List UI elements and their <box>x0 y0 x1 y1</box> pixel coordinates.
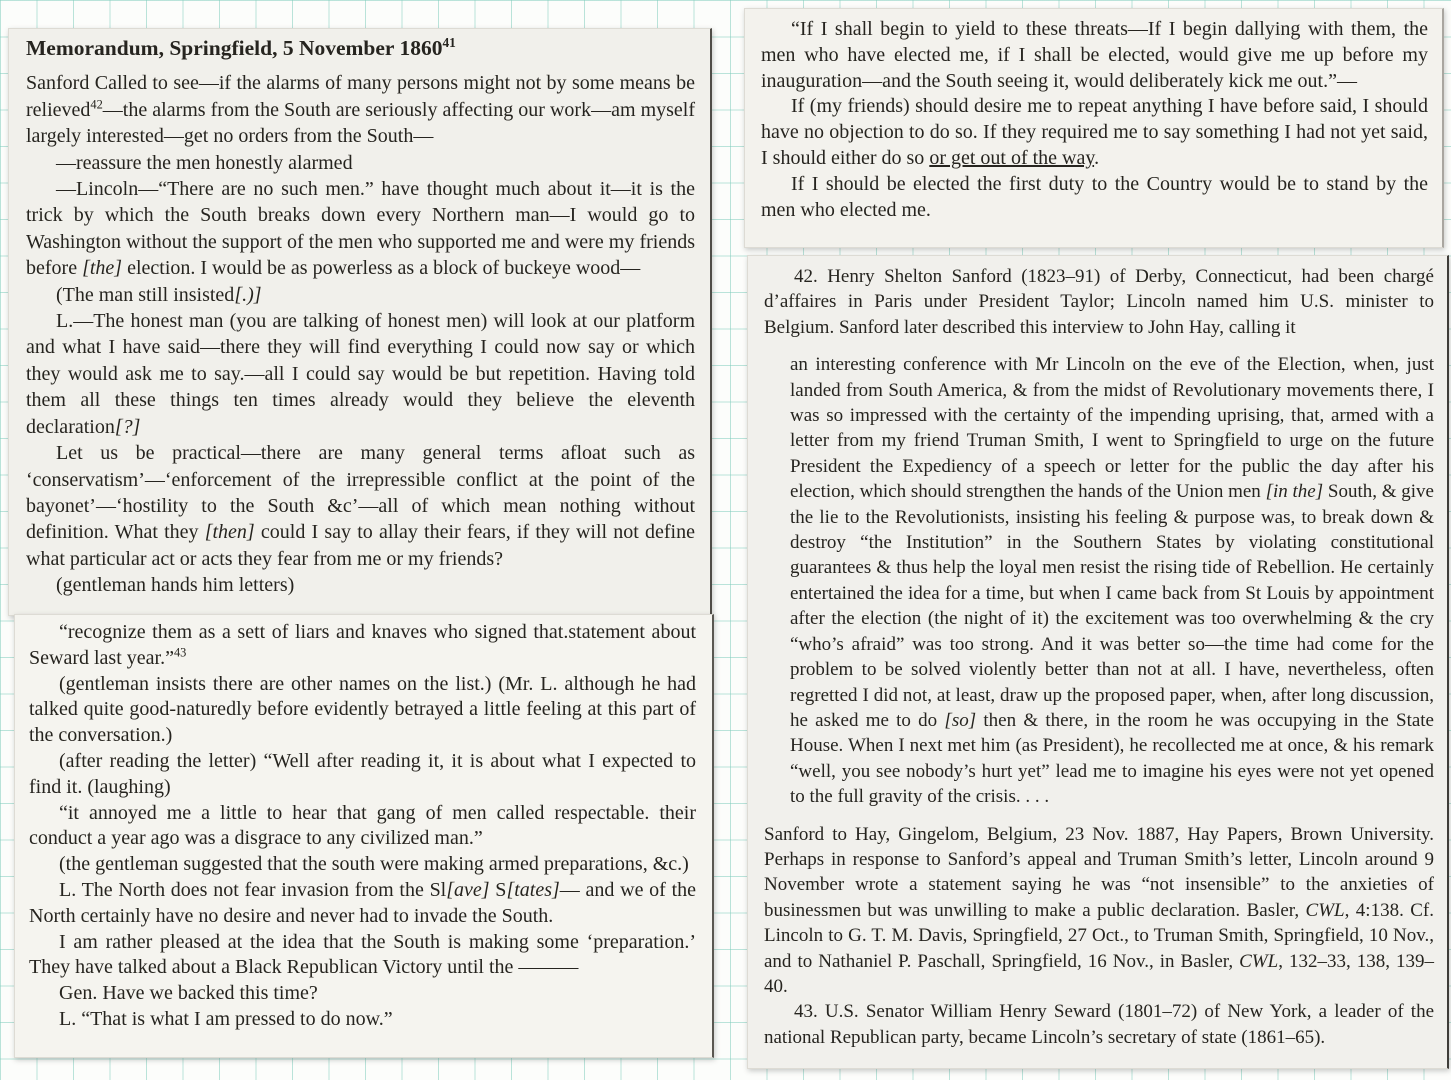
text-segment: [in the] <box>1265 481 1324 503</box>
paragraph <box>764 822 1434 1000</box>
text-segment: Sanford to Hay, Gingelom, Belgium, 23 Nov. 1887, Hay Papers, Brown University. Perhaps in response to Sanford’s appeal and Truman Smith’s letter, Lincoln around 9 November wrote a statement saying he was “not insensible” to the anxieties of businessmen but was unwilling to make a public declaration. Basler, <box>764 823 1434 921</box>
paragraph <box>26 150 695 176</box>
text-segment: If (my friends) should desire me to repeat anything I have before said, I should have no objection to do so. If they required me to say something I had not yet said, I should either do so <box>761 95 1428 169</box>
text-segment: Memorandum, Springfield, 5 November 1860 <box>26 36 443 60</box>
text-segment: [.)] <box>234 283 262 306</box>
text-segment: If I should be elected the first duty to the Country would be to stand by the men who elected me. <box>761 172 1428 221</box>
text-segment: — and we of the North certainly have no desire and never had to invade the South. <box>29 878 696 927</box>
text-segment: , 132–33, 138, 139–40. <box>764 950 1435 997</box>
text-segment: 42. Henry Shelton Sanford (1823–91) of Derby, Connecticut, had been chargé d’affaires in Paris under President Taylor; Lincoln named him U.S. minister to Belgium. Sanford later described this interview to John Hay, calling it <box>764 266 1434 338</box>
text-segment: —the alarms from the South are seriously affecting our work—am myself largely interested—get no orders from the South— <box>26 98 695 148</box>
text-segment: CWL <box>1305 899 1345 921</box>
text-segment: —Lincoln—“There are no such men.” have thought much about it—it is the trick by which the South breaks down every Northern man—I would go to Washington without the support of the men who supported me and were my friends before <box>26 178 695 280</box>
text-segment: [the] <box>82 257 123 280</box>
footnote-marker: 43 <box>173 645 187 660</box>
text-segment: [ave] <box>446 878 490 901</box>
text-segment: “it annoyed me a little to hear that gang of men called respectable. their conduct a year ago was a disgrace to any civilized man.” <box>29 801 696 850</box>
paragraph <box>29 852 696 878</box>
paragraph <box>761 94 1428 171</box>
text-segment: —reassure the men honestly alarmed <box>56 151 353 174</box>
memorandum-title <box>26 35 695 61</box>
paragraph <box>26 308 695 440</box>
text-segment: , 4:138. Cf. Lincoln to G. T. M. Davis, Springfield, 27 Oct., to Truman Smith, Springfield, 10 Nov., and to Nathaniel P. Paschall, Springfield, 16 Nov., in Basler, <box>764 899 1435 972</box>
text-segment: South, & give the lie to the Revolutionists, insisting his feeling & purpose was, to break down & destroy “the Institution” in the Southern States by violating constitutional guarantees & thus help the loyal men resist the rising tide of Rebellion. He certainly entertained the idea for a time, but when I came back from St Louis by appointment after the election (the night of it) the excitement was too overwhelming & the cry “who’s afraid” was too strong. And it was better so—the time had come for the problem to be solved violently better than not at all. I have, nevertheless, often regretted I did not, at least, draw up the proposed paper, when, after long discussion, he asked me to do <box>790 481 1434 731</box>
text-segment: (gentleman hands him letters) <box>56 574 295 597</box>
paragraph <box>790 352 1434 809</box>
footnote-marker: 41 <box>442 34 456 50</box>
memorandum-clipping-right-top <box>744 8 1444 248</box>
text-segment: Sanford Called to see—if the alarms of many persons might not by some means be relieved <box>26 72 695 121</box>
text-segment: [?] <box>114 415 141 438</box>
text-segment: or get out of the way <box>929 146 1095 169</box>
paragraph <box>29 930 696 982</box>
paragraph <box>26 282 695 308</box>
paragraph <box>764 999 1434 1050</box>
text-segment: (after reading the letter) “Well after reading it, it is about what I expected to find it. (laughing) <box>29 749 696 798</box>
text-segment: “If I shall begin to yield to these threats—If I begin dallying with them, the men who have elected me, if I shall be elected, would give me up before my inauguration—and the South seeing it, would deliberately kick me out.”— <box>761 18 1428 92</box>
text-segment: . <box>1094 146 1100 169</box>
paragraph <box>761 172 1428 224</box>
text-segment: Gen. Have we backed this time? <box>59 982 318 1005</box>
text-segment: CWL <box>1239 950 1279 972</box>
footnote-marker: 42 <box>90 97 103 112</box>
footnotes-clipping-right-bottom <box>747 255 1449 1069</box>
text-segment: L. The North does not fear invasion from the Sl <box>59 878 447 901</box>
text-segment: (The man still insisted <box>56 283 235 306</box>
paragraph <box>764 264 1434 340</box>
text-segment: [then] <box>204 521 255 544</box>
paragraph <box>29 672 696 749</box>
paragraph <box>26 440 695 572</box>
paragraph <box>29 878 696 930</box>
text-segment: [so] <box>944 709 977 731</box>
text-segment: then & there, in the room he was occupying in the State House. When I next met him (as President), he recollected me at once, & his remark “well, you see nobody’s hurt yet” lead me to imagine his eyes were not yet opened to the full gravity of the crisis. . . . <box>790 709 1434 808</box>
paragraph <box>26 176 695 282</box>
memorandum-clipping-left-top <box>8 28 712 616</box>
text-segment: L. “That is what I am pressed to do now.” <box>59 1007 393 1030</box>
paragraph <box>29 801 696 853</box>
text-segment: election. I would be as powerless as a block of buckeye wood— <box>122 257 641 280</box>
text-segment: (gentleman insists there are other names on the list.) (Mr. L. although he had talked quite good-naturedly before evidently betrayed a little feeling at this part of the conversation.) <box>29 672 696 747</box>
text-segment: an interesting conference with Mr Lincoln on the eve of the Election, when, just landed from South America, & from the midst of Revolutionary movements there, I was so impressed with the certainty of the impending uprising, that, armed with a letter from my friend Truman Smith, I went to Springfield to urge on the future President the Expediency of a speech or letter for the public the day after his election, which should strengthen the hands of the Union men <box>790 354 1434 503</box>
paragraph <box>26 70 695 149</box>
paragraph <box>29 749 696 801</box>
text-segment: I am rather pleased at the idea that the South is making some ‘preparation.’ They have talked about a Black Republican Victory until the ——— <box>29 930 696 979</box>
text-segment: [tates] <box>506 878 560 901</box>
paragraph <box>29 620 696 672</box>
text-segment: 43. U.S. Senator William Henry Seward (1801–72) of New York, a leader of the national Republican party, became Lincoln’s secretary of state (1861–65). <box>764 1001 1434 1048</box>
paragraph <box>29 1007 696 1033</box>
paragraph <box>29 981 696 1007</box>
paragraph <box>26 572 695 598</box>
text-segment: “recognize them as a sett of liars and knaves who signed that.statement about Seward last year.” <box>29 621 696 669</box>
text-segment: S <box>489 878 507 901</box>
text-segment: L.—The honest man (you are talking of honest men) will look at our platform and what I have said—there they will find everything I could now say or which they would ask me to say.—all I could say would be but repetition. Having told them all these things ten times already would they believe the eleventh declaration <box>26 310 695 438</box>
text-segment: Let us be practical—there are many general terms afloat such as ‘conservatism’—‘enforcement of the irrepressible conflict at the point of the bayonet’—‘hostility to the South &c’—all of which mean nothing without definition. What they <box>26 442 695 544</box>
text-segment: (the gentleman suggested that the south were making armed preparations, &c.) <box>59 853 689 876</box>
paragraph <box>761 17 1428 94</box>
text-segment: could I say to allay their fears, if they will not define what particular act or acts they fear from me or my friends? <box>26 521 695 570</box>
memorandum-clipping-left-bottom <box>14 614 714 1058</box>
